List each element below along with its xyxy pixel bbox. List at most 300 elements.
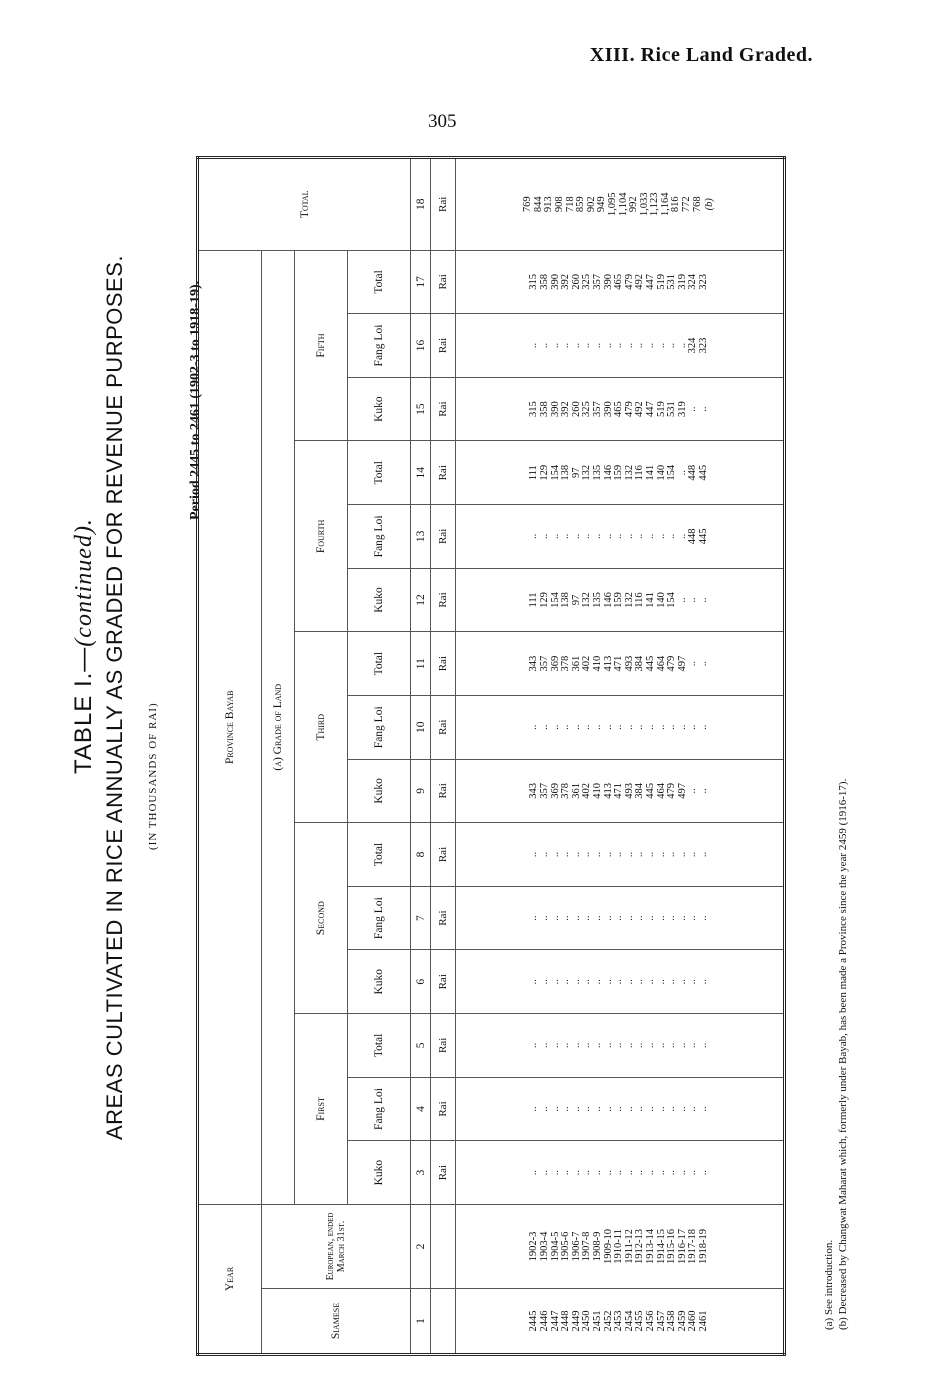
value-cell: .. bbox=[613, 342, 625, 349]
value-cell: 111 bbox=[528, 592, 540, 608]
unit-cell: Rai bbox=[431, 377, 456, 441]
siamese-year: 2456 bbox=[644, 1310, 656, 1332]
values-column bbox=[456, 250, 785, 314]
value-cell: 772 bbox=[681, 196, 693, 213]
value-cell: .. bbox=[528, 1170, 540, 1176]
value-cell: .. bbox=[560, 342, 572, 349]
sub-header-kuko: Kuko bbox=[348, 1141, 411, 1205]
value-cell: 519 bbox=[655, 401, 667, 418]
values-column bbox=[456, 568, 785, 632]
value-cell: 319 bbox=[676, 401, 688, 418]
value-cell: 493 bbox=[623, 655, 635, 672]
european-year: 1906-7 bbox=[570, 1231, 582, 1262]
value-cell: 325 bbox=[581, 401, 593, 418]
european-years-column bbox=[456, 1204, 785, 1288]
value-cell: .. bbox=[549, 1170, 561, 1176]
value-cell: 392 bbox=[560, 401, 572, 418]
values-column bbox=[456, 1141, 785, 1205]
column-number: 3 bbox=[411, 1141, 431, 1205]
value-cell: 141 bbox=[644, 464, 656, 481]
value-cell: 315 bbox=[528, 401, 540, 418]
value-cell: 464 bbox=[655, 655, 667, 672]
value-cell: .. bbox=[570, 533, 582, 540]
value-cell: .. bbox=[666, 724, 678, 730]
value-cell: .. bbox=[549, 533, 561, 540]
value-cell: 357 bbox=[592, 401, 604, 418]
sub-header-total: Total bbox=[348, 632, 411, 696]
value-cell: .. bbox=[528, 979, 540, 985]
column-number: 9 bbox=[411, 759, 431, 823]
value-cell: .. bbox=[676, 342, 688, 349]
value-cell: .. bbox=[528, 851, 540, 858]
value-cell: .. bbox=[592, 1042, 604, 1049]
value-cell: .. bbox=[623, 851, 635, 858]
value-cell: .. bbox=[644, 915, 656, 921]
value-cell: .. bbox=[697, 406, 709, 412]
column-number: 13 bbox=[411, 505, 431, 569]
value-cell: 448 bbox=[687, 464, 699, 481]
sub-header-kuko: Kuko bbox=[348, 377, 411, 441]
column-number: 4 bbox=[411, 1077, 431, 1141]
value-cell: .. bbox=[634, 1170, 646, 1176]
unit-cell: Rai bbox=[431, 250, 456, 314]
value-cell: 343 bbox=[528, 655, 540, 672]
value-cell: .. bbox=[602, 533, 614, 540]
value-cell: 361 bbox=[570, 655, 582, 672]
footnote-a: (a) See introduction. bbox=[823, 1239, 835, 1330]
value-cell: .. bbox=[623, 342, 635, 349]
value-cell: .. bbox=[634, 851, 646, 858]
value-cell: .. bbox=[613, 979, 625, 985]
value-cell: 358 bbox=[539, 401, 551, 418]
value-cell: .. bbox=[539, 1042, 551, 1049]
value-cell: 138 bbox=[560, 464, 572, 481]
siamese-year: 2452 bbox=[602, 1310, 614, 1332]
european-year: 1905-6 bbox=[560, 1231, 572, 1262]
value-cell: 323 bbox=[697, 274, 709, 290]
footnotes bbox=[822, 779, 850, 1330]
value-cell: 357 bbox=[539, 655, 551, 672]
siamese-year: 2457 bbox=[655, 1310, 667, 1332]
value-cell: 390 bbox=[549, 401, 561, 418]
european-year: 1903-4 bbox=[539, 1231, 551, 1262]
value-cell: .. bbox=[644, 979, 656, 985]
european-year: 1910-11 bbox=[613, 1229, 625, 1264]
value-cell: 132 bbox=[623, 464, 635, 481]
value-cell: 464 bbox=[655, 783, 667, 799]
unit-cell: Rai bbox=[431, 759, 456, 823]
value-cell: 357 bbox=[539, 783, 551, 799]
value-cell: .. bbox=[539, 851, 551, 858]
value-cell: 471 bbox=[613, 655, 625, 672]
value-cell: 159 bbox=[613, 592, 625, 608]
value-cell: .. bbox=[581, 1106, 593, 1112]
value-cell: .. bbox=[634, 342, 646, 349]
value-cell: .. bbox=[602, 342, 614, 349]
siamese-year: 2447 bbox=[549, 1310, 561, 1332]
value-cell: .. bbox=[592, 342, 604, 349]
unit-cell: Rai bbox=[431, 886, 456, 950]
value-cell: 402 bbox=[581, 655, 593, 672]
value-cell: .. bbox=[592, 979, 604, 985]
value-cell: 116 bbox=[634, 465, 646, 481]
value-cell: 135 bbox=[592, 592, 604, 608]
value-cell: .. bbox=[549, 851, 561, 858]
period-note: Period 2445 to 2461 (1902-3 to 1918-19). bbox=[188, 280, 203, 520]
siamese-year: 2458 bbox=[666, 1310, 678, 1332]
page-number: 305 bbox=[428, 111, 457, 132]
value-cell: .. bbox=[687, 851, 699, 858]
values-column bbox=[456, 759, 785, 823]
value-cell: 410 bbox=[592, 783, 604, 799]
value-cell: .. bbox=[655, 979, 667, 985]
value-cell: 413 bbox=[602, 655, 614, 672]
unit-cell: Rai bbox=[431, 158, 456, 251]
value-cell: .. bbox=[592, 533, 604, 540]
value-cell: .. bbox=[560, 724, 572, 730]
value-cell: 479 bbox=[623, 401, 635, 418]
column-number: 10 bbox=[411, 695, 431, 759]
value-cell: .. bbox=[602, 979, 614, 985]
value-cell: .. bbox=[676, 979, 688, 985]
siamese-year: 2453 bbox=[613, 1310, 625, 1332]
value-cell: .. bbox=[602, 915, 614, 921]
value-cell: .. bbox=[666, 915, 678, 921]
value-cell: .. bbox=[623, 1106, 635, 1112]
value-cell: 378 bbox=[560, 783, 572, 799]
value-cell: .. bbox=[697, 661, 709, 667]
value-cell: 816 bbox=[670, 196, 682, 213]
value-cell: 410 bbox=[592, 655, 604, 672]
table-label-suffix: (continued). bbox=[71, 518, 97, 647]
value-cell: 324 bbox=[687, 274, 699, 290]
value-cell: 343 bbox=[528, 783, 540, 799]
value-cell: .. bbox=[676, 470, 688, 476]
european-year: 1904-5 bbox=[549, 1231, 561, 1262]
value-cell: .. bbox=[602, 724, 614, 730]
value-cell: .. bbox=[644, 1042, 656, 1049]
siamese-year: 2461 bbox=[697, 1310, 709, 1332]
european-year: 1908-9 bbox=[592, 1231, 604, 1262]
value-cell: 116 bbox=[634, 592, 646, 608]
value-cell: .. bbox=[666, 533, 678, 540]
value-cell: .. bbox=[666, 1170, 678, 1176]
value-cell: 479 bbox=[666, 783, 678, 799]
value-cell: .. bbox=[528, 915, 540, 921]
value-cell: 135 bbox=[592, 464, 604, 481]
value-cell: 384 bbox=[634, 783, 646, 799]
value-cell: 154 bbox=[666, 592, 678, 608]
value-cell: 445 bbox=[697, 528, 709, 545]
value-cell: .. bbox=[697, 724, 709, 730]
siamese-year: 2451 bbox=[592, 1310, 604, 1332]
unit-cell: Rai bbox=[431, 950, 456, 1014]
value-cell: .. bbox=[687, 661, 699, 667]
value-cell: .. bbox=[549, 342, 561, 349]
value-cell: .. bbox=[581, 851, 593, 858]
unit-cell: Rai bbox=[431, 823, 456, 887]
value-cell: .. bbox=[676, 915, 688, 921]
value-cell: .. bbox=[539, 1106, 551, 1112]
column-number: 6 bbox=[411, 950, 431, 1014]
value-cell: .. bbox=[602, 1042, 614, 1049]
column-number: 18 bbox=[411, 158, 431, 251]
value-cell: .. bbox=[560, 915, 572, 921]
value-cell: 949 bbox=[596, 196, 608, 213]
value-cell: .. bbox=[634, 915, 646, 921]
value-cell: .. bbox=[581, 979, 593, 985]
sub-header-fang-loi: Fang Loi bbox=[348, 695, 411, 759]
value-cell: 402 bbox=[581, 783, 593, 799]
value-cell: .. bbox=[687, 406, 699, 412]
main-title: AREAS CULTIVATED IN RICE ANNUALLY AS GRADED FOR REVENUE PURPOSES. bbox=[102, 255, 127, 1140]
value-cell: 471 bbox=[613, 783, 625, 799]
value-cell: 146 bbox=[602, 592, 614, 608]
units-note: (IN THOUSANDS OF RAI) bbox=[147, 702, 159, 850]
column-number: 12 bbox=[411, 568, 431, 632]
value-cell: .. bbox=[687, 1170, 699, 1176]
value-cell: 519 bbox=[655, 274, 667, 290]
value-cell: 390 bbox=[602, 401, 614, 418]
value-cell: .. bbox=[644, 851, 656, 858]
value-cell: 132 bbox=[581, 592, 593, 608]
value-cell: .. bbox=[613, 1170, 625, 1176]
siamese-year: 2459 bbox=[676, 1310, 688, 1332]
value-cell: .. bbox=[697, 1106, 709, 1112]
value-cell: 111 bbox=[528, 465, 540, 481]
value-cell: .. bbox=[666, 1106, 678, 1112]
value-cell: 141 bbox=[644, 592, 656, 608]
siamese-year: 2448 bbox=[560, 1310, 572, 1332]
sub-header-kuko: Kuko bbox=[348, 950, 411, 1014]
value-cell: .. bbox=[655, 724, 667, 730]
siamese-year: 2446 bbox=[539, 1310, 551, 1332]
value-cell: .. bbox=[539, 533, 551, 540]
european-year: 1913-14 bbox=[644, 1228, 656, 1264]
unit-cell: Rai bbox=[431, 632, 456, 696]
values-column bbox=[456, 505, 785, 569]
value-cell: 859 bbox=[575, 196, 587, 213]
sub-header-kuko: Kuko bbox=[348, 759, 411, 823]
value-cell: .. bbox=[687, 1106, 699, 1112]
value-cell: .. bbox=[623, 724, 635, 730]
value-cell: 1,164 bbox=[659, 192, 671, 217]
sub-header-fang-loi: Fang Loi bbox=[348, 1077, 411, 1141]
sub-header-total: Total bbox=[348, 441, 411, 505]
unit-cell: Rai bbox=[431, 505, 456, 569]
value-cell: 1,123 bbox=[649, 192, 661, 217]
value-cell: 97 bbox=[570, 467, 582, 479]
value-cell: .. bbox=[644, 724, 656, 730]
unit-cell: Rai bbox=[431, 314, 456, 378]
value-cell: .. bbox=[549, 724, 561, 730]
value-cell: .. bbox=[581, 1042, 593, 1049]
sub-header-total: Total bbox=[348, 250, 411, 314]
column-number: 16 bbox=[411, 314, 431, 378]
value-cell: .. bbox=[581, 342, 593, 349]
value-cell: .. bbox=[687, 724, 699, 730]
value-cell: .. bbox=[634, 533, 646, 540]
value-cell: 325 bbox=[581, 274, 593, 290]
value-cell: .. bbox=[581, 533, 593, 540]
value-cell: .. bbox=[644, 1106, 656, 1112]
value-cell: .. bbox=[570, 851, 582, 858]
grade-first-header: First bbox=[295, 1014, 348, 1205]
value-cell: .. bbox=[623, 533, 635, 540]
unit-cell: Rai bbox=[431, 1141, 456, 1205]
value-cell: .. bbox=[655, 851, 667, 858]
value-cell: .. bbox=[676, 851, 688, 858]
value-cell: .. bbox=[560, 979, 572, 985]
siamese-year: 2445 bbox=[528, 1310, 540, 1332]
european-year: 1915-16 bbox=[666, 1228, 678, 1264]
value-cell: .. bbox=[560, 533, 572, 540]
grade-fourth-header: Fourth bbox=[295, 441, 348, 632]
value-cell: .. bbox=[549, 1042, 561, 1049]
european-year: 1909-10 bbox=[602, 1228, 614, 1264]
value-cell: .. bbox=[528, 1042, 540, 1049]
value-cell: 129 bbox=[539, 592, 551, 608]
value-cell: .. bbox=[697, 1170, 709, 1176]
total-header: Total bbox=[198, 158, 411, 251]
value-cell: .. bbox=[560, 1042, 572, 1049]
sub-header-kuko: Kuko bbox=[348, 568, 411, 632]
sub-header-total: Total bbox=[348, 1014, 411, 1078]
value-cell: .. bbox=[655, 915, 667, 921]
value-cell: .. bbox=[539, 915, 551, 921]
value-cell: 154 bbox=[549, 464, 561, 481]
value-cell: .. bbox=[602, 851, 614, 858]
value-cell: .. bbox=[676, 597, 688, 603]
value-cell: .. bbox=[623, 979, 635, 985]
total-note-marker: (b) bbox=[704, 198, 716, 211]
siamese-years-column bbox=[456, 1288, 785, 1354]
value-cell: .. bbox=[676, 724, 688, 730]
value-cell: .. bbox=[592, 851, 604, 858]
european-year: 1916-17 bbox=[676, 1228, 688, 1264]
value-cell: 378 bbox=[560, 655, 572, 672]
column-number: 5 bbox=[411, 1014, 431, 1078]
unit-cell: Rai bbox=[431, 1014, 456, 1078]
value-cell: .. bbox=[655, 342, 667, 349]
european-year: 1902-3 bbox=[528, 1231, 540, 1262]
grade-header: (a) Grade of Land bbox=[262, 250, 295, 1204]
value-cell: 479 bbox=[666, 655, 678, 672]
value-cell: 497 bbox=[676, 783, 688, 799]
value-cell: 447 bbox=[644, 401, 656, 418]
value-cell: 138 bbox=[560, 592, 572, 608]
value-cell: .. bbox=[549, 979, 561, 985]
value-cell: 902 bbox=[585, 196, 597, 213]
value-cell: 479 bbox=[623, 274, 635, 290]
values-column bbox=[456, 632, 785, 696]
value-cell: .. bbox=[613, 851, 625, 858]
value-cell: .. bbox=[634, 1106, 646, 1112]
value-cell: 445 bbox=[644, 783, 656, 799]
value-cell: .. bbox=[592, 915, 604, 921]
value-cell: 319 bbox=[676, 274, 688, 290]
european-year: 1912-13 bbox=[634, 1228, 646, 1264]
european-year: 1911-12 bbox=[623, 1229, 635, 1264]
province-header: Province Bayab bbox=[198, 250, 262, 1204]
european-year: 1907-8 bbox=[581, 1231, 593, 1262]
column-number: 11 bbox=[411, 632, 431, 696]
value-cell: .. bbox=[539, 1170, 551, 1176]
value-cell: .. bbox=[697, 788, 709, 794]
value-cell: .. bbox=[570, 1042, 582, 1049]
value-cell: .. bbox=[613, 533, 625, 540]
value-cell: 324 bbox=[687, 337, 699, 354]
column-number: 17 bbox=[411, 250, 431, 314]
value-cell: 844 bbox=[532, 196, 544, 213]
value-cell: .. bbox=[655, 1170, 667, 1176]
value-cell: .. bbox=[666, 1042, 678, 1049]
column-number: 8 bbox=[411, 823, 431, 887]
value-cell: .. bbox=[687, 788, 699, 794]
value-cell: .. bbox=[644, 533, 656, 540]
value-cell: 154 bbox=[549, 592, 561, 608]
value-cell: 718 bbox=[564, 196, 576, 213]
column-number: 14 bbox=[411, 441, 431, 505]
value-cell: 369 bbox=[549, 655, 561, 672]
value-cell: .. bbox=[602, 1106, 614, 1112]
value-cell: .. bbox=[560, 1170, 572, 1176]
unit-cell: Rai bbox=[431, 695, 456, 759]
value-cell: 913 bbox=[543, 196, 555, 213]
year-header: Year bbox=[198, 1204, 262, 1354]
value-cell: 132 bbox=[581, 464, 593, 481]
value-cell: 1,095 bbox=[606, 192, 618, 217]
value-cell: 447 bbox=[644, 274, 656, 290]
unit-cell: Rai bbox=[431, 568, 456, 632]
value-cell: .. bbox=[687, 915, 699, 921]
value-cell: .. bbox=[581, 1170, 593, 1176]
european-header: European, ended March 31st. bbox=[262, 1204, 411, 1288]
grade-fifth-header: Fifth bbox=[295, 250, 348, 441]
value-cell: .. bbox=[602, 1170, 614, 1176]
value-cell: .. bbox=[592, 724, 604, 730]
european-year: 1917-18 bbox=[687, 1228, 699, 1264]
value-cell: .. bbox=[570, 724, 582, 730]
value-cell: .. bbox=[676, 1106, 688, 1112]
unit-cell-empty bbox=[431, 1288, 456, 1354]
value-cell: 445 bbox=[644, 655, 656, 672]
value-cell: 384 bbox=[634, 655, 646, 672]
value-cell: .. bbox=[697, 979, 709, 985]
value-cell: .. bbox=[697, 915, 709, 921]
grade-third-header: Third bbox=[295, 632, 348, 823]
value-cell: .. bbox=[644, 342, 656, 349]
value-cell: .. bbox=[634, 724, 646, 730]
value-cell: .. bbox=[539, 342, 551, 349]
siamese-year: 2455 bbox=[634, 1310, 646, 1332]
grade-second-header: Second bbox=[295, 823, 348, 1014]
value-cell: 97 bbox=[570, 594, 582, 606]
value-cell: .. bbox=[570, 1106, 582, 1112]
siamese-year: 2450 bbox=[581, 1310, 593, 1332]
siamese-year: 2460 bbox=[687, 1310, 699, 1332]
value-cell: 465 bbox=[613, 401, 625, 418]
value-cell: .. bbox=[676, 1170, 688, 1176]
values-column bbox=[456, 1077, 785, 1141]
value-cell: .. bbox=[592, 1170, 604, 1176]
value-cell: 369 bbox=[549, 783, 561, 799]
value-cell: .. bbox=[613, 1106, 625, 1112]
value-cell: 992 bbox=[628, 196, 640, 213]
value-cell: .. bbox=[687, 979, 699, 985]
unit-cell-empty bbox=[431, 1204, 456, 1288]
values-column bbox=[456, 377, 785, 441]
